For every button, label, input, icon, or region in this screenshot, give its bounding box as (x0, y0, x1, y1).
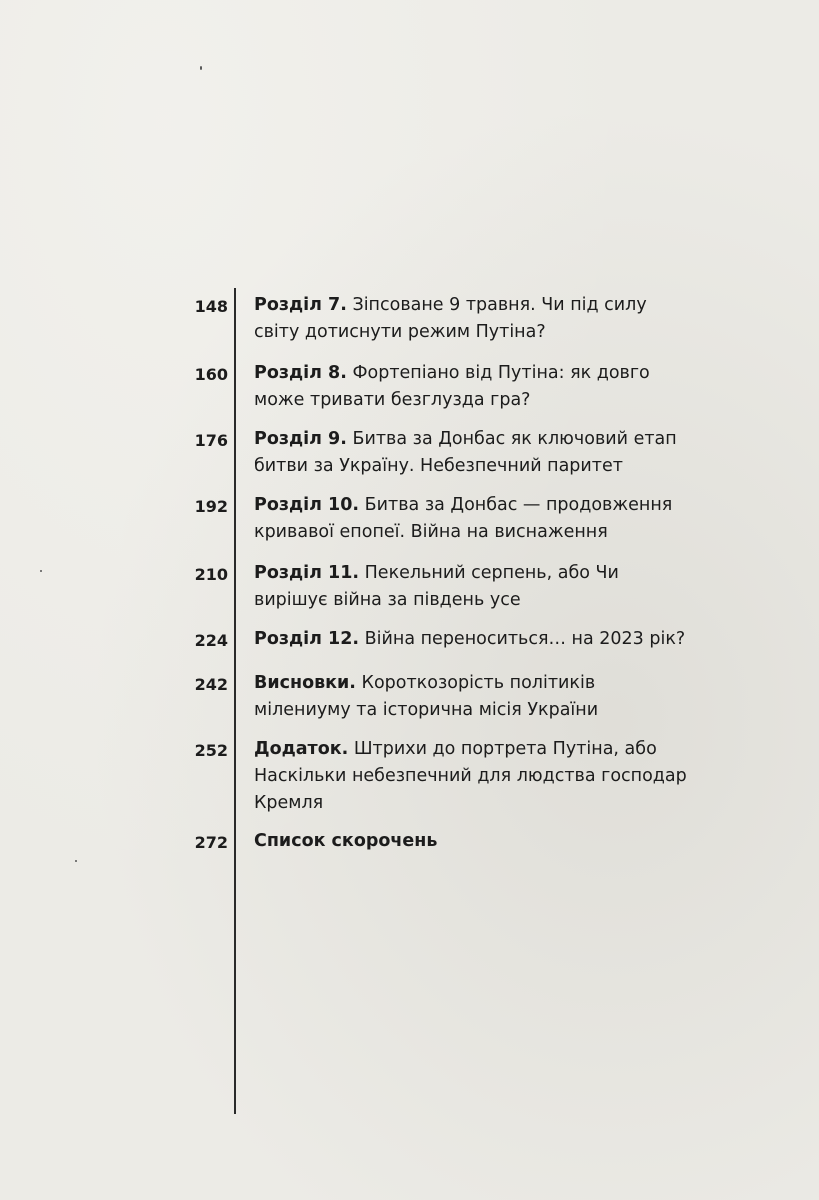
toc-entry-label: Розділ 9. (254, 429, 347, 449)
dust-speck (75, 860, 77, 862)
toc-page-number: 242 (194, 675, 228, 694)
toc-page-number: 160 (194, 365, 228, 384)
toc-entry-label: Висновки. (254, 673, 356, 693)
toc-entry-label: Розділ 7. (254, 295, 347, 315)
toc-page-number: 252 (194, 741, 228, 760)
dust-speck (200, 66, 202, 70)
toc-entry-chapter-9[interactable] (0, 426, 819, 480)
toc-page-number: 272 (194, 833, 228, 852)
toc-entry-text (254, 426, 694, 480)
toc-entry-title: Битва за Донбас — продовження кривавої епопеї. Війна на виснаження (254, 495, 673, 542)
toc-page-number: 192 (194, 497, 228, 516)
toc-entry-title: Пекельний серпень, або Чи вирішує війна за південь усе (254, 563, 619, 610)
toc-entry-text (254, 736, 694, 817)
toc-entry-text (254, 560, 694, 614)
toc-entry-title: Штрихи до портрета Путіна, або Наскільки небезпечний для людства господар Кремля (254, 739, 687, 813)
toc-entry-text (254, 626, 694, 653)
toc-entry-chapter-11[interactable] (0, 560, 819, 614)
toc-entry-appendix[interactable] (0, 736, 819, 817)
toc-entry-conclusions[interactable] (0, 670, 819, 724)
toc-entry-title: Війна переноситься… на 2023 рік? (364, 629, 686, 649)
toc-entry-abbreviations[interactable] (0, 828, 819, 855)
toc-entry-title: Зіпсоване 9 травня. Чи під силу світу дотиснути режим Путіна? (254, 295, 647, 342)
toc-entry-text (254, 492, 694, 546)
toc-entry-title: Битва за Донбас як ключовий етап битви за Україну. Небезпечний паритет (254, 429, 677, 476)
toc-entry-title: Короткозорість політиків мілениуму та історична місія України (254, 673, 599, 720)
toc-entry-chapter-12[interactable] (0, 626, 819, 653)
toc-entry-chapter-8[interactable] (0, 360, 819, 414)
toc-entry-label: Список скорочень (254, 831, 438, 851)
toc-page-number: 210 (194, 565, 228, 584)
toc-entry-label: Розділ 10. (254, 495, 360, 515)
toc-entry-label: Розділ 12. (254, 629, 360, 649)
toc-entry-text (254, 828, 694, 855)
toc-entry-label: Розділ 8. (254, 363, 347, 383)
toc-entry-text (254, 670, 694, 724)
toc-entry-label: Додаток. (254, 739, 349, 759)
toc-page-number: 224 (194, 631, 228, 650)
toc-page-number: 176 (194, 431, 228, 450)
toc-entry-title: Фортепіано від Путіна: як довго може тривати безглузда гра? (254, 363, 650, 410)
toc-entry-chapter-10[interactable] (0, 492, 819, 546)
toc-entry-text (254, 360, 694, 414)
toc-entry-text (254, 292, 694, 346)
toc-entry-chapter-7[interactable] (0, 292, 819, 346)
toc-entry-label: Розділ 11. (254, 563, 360, 583)
toc-page-number: 148 (194, 297, 228, 316)
